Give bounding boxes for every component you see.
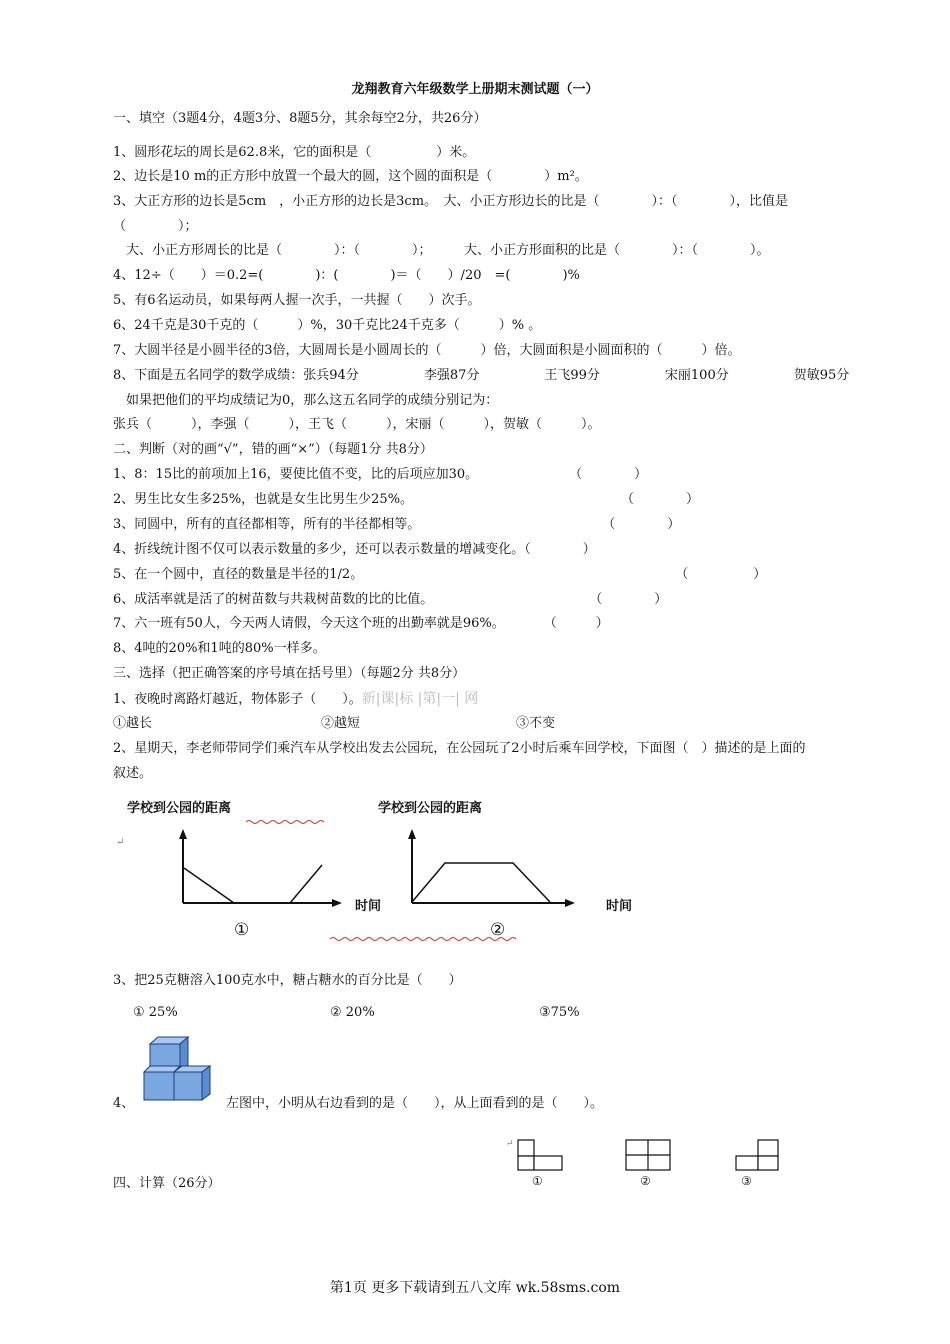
view-options	[506, 1136, 796, 1176]
view-return-mark: ↵	[506, 1139, 514, 1149]
question-fill-6: 6、24千克是30千克的（ ）%，30千克比24千克多（ ）% 。	[113, 318, 542, 333]
question-judge-3: 3、同圆中，所有的直径都相等，所有的半径都相等。 （ ）	[113, 517, 681, 532]
question-choice-4-num: 4、	[113, 1096, 135, 1111]
question-choice-3-opt1: ① 25%	[133, 1005, 178, 1020]
question-choice-1-text: 1、夜晚时离路灯越近，物体影子（ ）。	[113, 692, 362, 707]
question-choice-2-cont: 叙述。	[113, 766, 153, 781]
question-fill-4: 4、12÷（ ）＝0.2=( )：( )＝（ ）/20 =( )%	[113, 268, 580, 283]
graph1-line-out	[184, 868, 234, 903]
question-choice-1	[113, 690, 478, 709]
graph2-xlabel: 时间	[606, 899, 633, 914]
graph2-option: ②	[490, 920, 506, 940]
view-option-2-label: ②	[640, 1174, 651, 1188]
question-judge-1: 1、8：15比的前项加上16，要使比值不变，比的后项应加30。 （ ）	[113, 467, 648, 482]
page-footer: 第1页 更多下载请到五八文库 wk.58sms.com	[329, 1280, 621, 1296]
graph2-squiggle	[330, 938, 516, 941]
question-fill-3: 3、大正方形的边长是5cm ，小正方形的边长是3cm。 大、小正方形边长的比是（ ）：（ ），比值是	[113, 194, 789, 209]
question-judge-5: 5、在一个圆中，直径的数量是半径的1/2。 （ ）	[113, 567, 767, 582]
question-choice-4: 左图中，小明从右边看到的是（ ），从上面看到的是（ ）。	[226, 1096, 604, 1111]
question-choice-3-opt3: ③75%	[539, 1005, 580, 1020]
graph1-squiggle	[246, 821, 324, 824]
question-judge-2: 2、男生比女生多25%，也就是女生比男生少25%。 （ ）	[113, 492, 700, 507]
graph2-title: 学校到公园的距离	[378, 801, 483, 816]
question-choice-3: 3、把25克糖溶入100克水中，糖占糖水的百分比是（ ）	[113, 973, 462, 988]
graph2-x-arrow	[565, 899, 575, 907]
question-fill-3-cont: （ ）；	[113, 219, 198, 234]
question-choice-2: 2、星期天，李老师带同学们乘汽车从学校出发去公园玩，在公园玩了2小时后乘车回学校，下面图（ ）描述的是上面的	[113, 741, 806, 756]
graph2-line	[412, 863, 550, 902]
question-fill-5: 5、有6名运动员，如果每两人握一次手，一共握（ ）次手。	[113, 293, 481, 308]
view-option-1	[518, 1140, 562, 1170]
section-2-heading: 二、判断（对的画“√”，错的画“×”）（每题1分 共8分）	[113, 442, 433, 457]
question-choice-3-opt2: ② 20%	[330, 1005, 375, 1020]
question-fill-2: 2、边长是10 m的正方形中放置一个最大的圆，这个圆的面积是（ ）m²。	[113, 169, 588, 184]
cube-figure	[140, 1036, 220, 1102]
view-option-3	[736, 1140, 778, 1170]
graph1-xlabel: 时间	[355, 899, 382, 914]
question-judge-7: 7、六一班有50人，今天两人请假，今天这个班的出勤率就是96%。 （ ）	[113, 616, 609, 631]
question-judge-4: 4、折线统计图不仅可以表示数量的多少，还可以表示数量的增减变化。（ ）	[113, 542, 596, 557]
question-fill-3-cont2: 大、小正方形周长的比是（ ）：（ ）； 大、小正方形面积的比是（ ）：（ ）。	[113, 243, 770, 258]
question-fill-8-cont: 如果把他们的平均成绩记为0，那么这五名同学的成绩分别记为：	[113, 393, 499, 408]
question-judge-8: 8、4吨的20%和1吨的80%一样多。	[113, 641, 326, 656]
watermark: 新|课|标 |第|一| 网	[361, 691, 479, 707]
question-fill-8: 8、下面是五名同学的数学成绩：张兵94分 李强87分 王飞99分 宋丽100分 贺敏95分	[113, 368, 850, 383]
graph1-return-mark: ↵	[116, 837, 125, 848]
question-choice-1-options: ①越长 ②越短 ③不变	[113, 716, 556, 731]
section-3-heading: 三、选择（把正确答案的序号填在括号里）（每题2分 共8分）	[113, 666, 466, 681]
question-fill-8-answers: 张兵（ ），李强（ ），王飞（ ），宋丽（ ），贺敏（ ）。	[113, 417, 601, 432]
graph1-title: 学校到公园的距离	[127, 801, 232, 816]
graph1-y-arrow	[179, 829, 187, 839]
view-option-2	[626, 1140, 670, 1170]
graph2-y-arrow	[408, 829, 416, 839]
question-judge-6: 6、成活率就是活了的树苗数与共栽树苗数的比的比值。 （ ）	[113, 592, 668, 607]
section-1-heading: 一、填空（3题4分，4题3分、8题5分，其余每空2分，共26分）	[113, 111, 487, 126]
view-option-1-label: ①	[532, 1174, 543, 1188]
graph1-option: ①	[234, 920, 250, 940]
view-option-3-label: ③	[741, 1174, 752, 1188]
question-fill-1: 1、圆形花坛的周长是62.8米，它的面积是（ ）米。	[113, 145, 476, 160]
page-title: 龙翔教育六年级数学上册期末测试题（一）	[351, 82, 599, 97]
graph1-line-back	[290, 865, 322, 903]
section-4-heading: 四、计算（26分）	[113, 1176, 221, 1191]
question-fill-7: 7、大圆半径是小圆半径的3倍，大圆周长是小圆周长的（ ）倍，大圆面积是小圆面积的（ ）倍。	[113, 343, 741, 358]
